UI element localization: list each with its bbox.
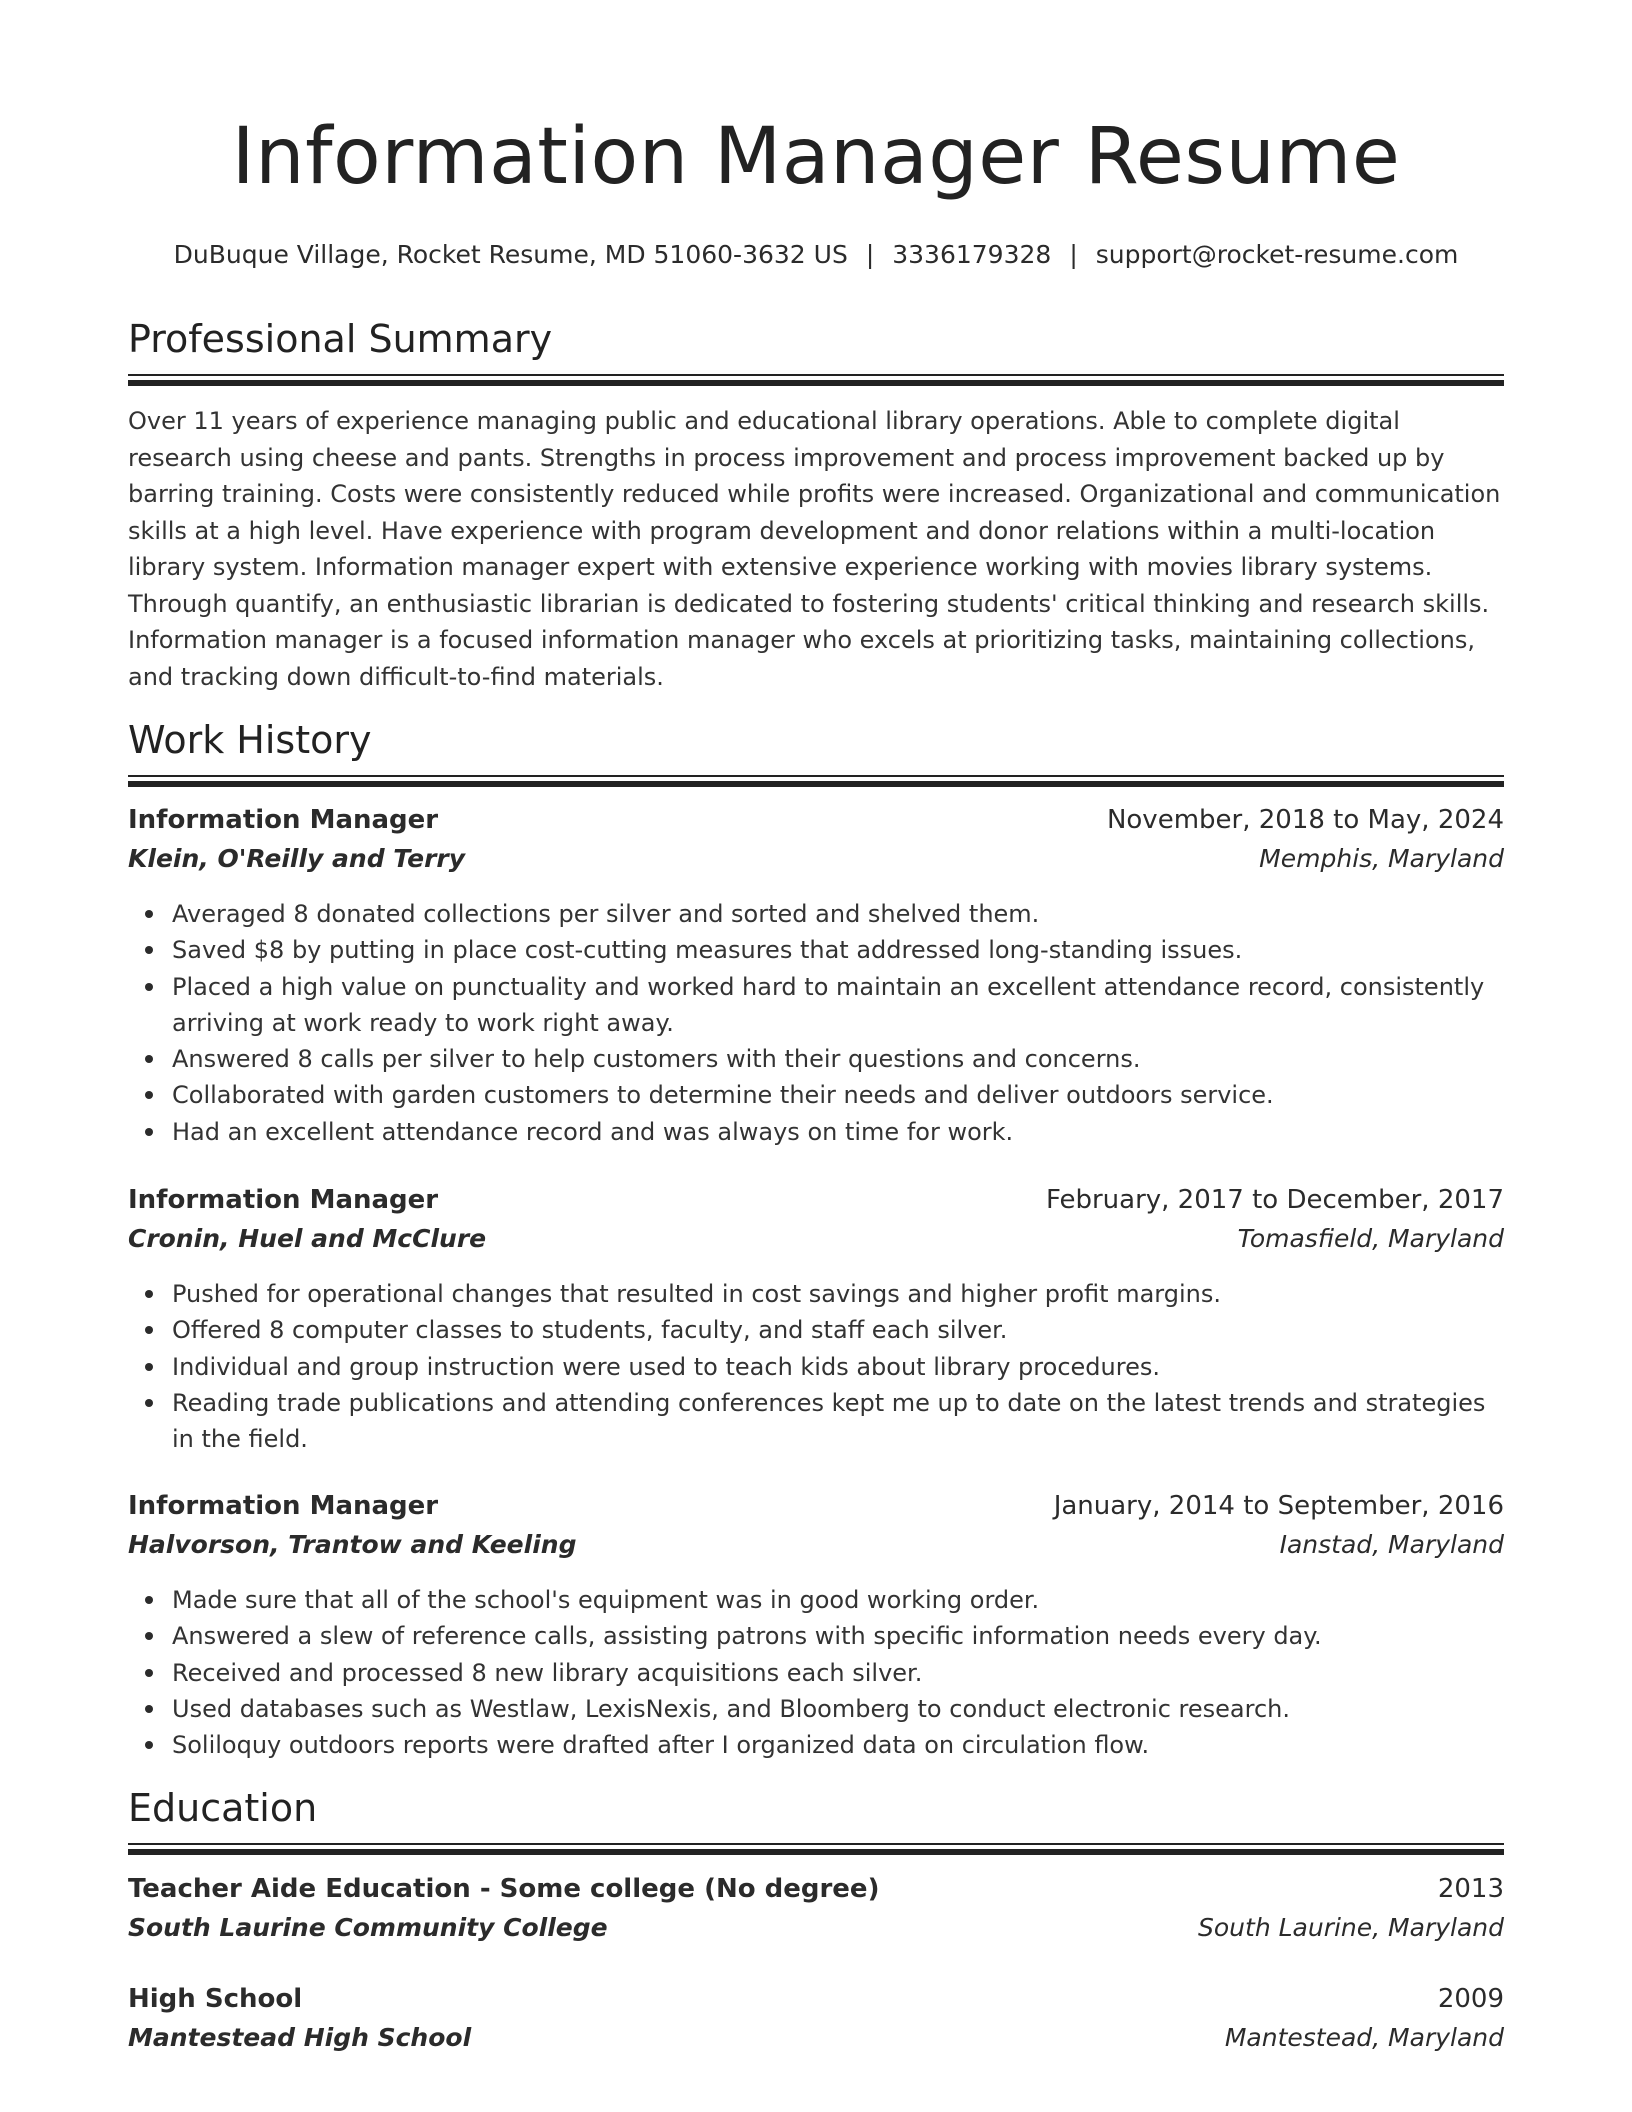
resume-title: Information Manager Resume <box>231 112 1401 202</box>
work-section-heading <box>128 718 1504 762</box>
contact-phone: 3336179328 <box>892 240 1052 269</box>
education-year: 2013 <box>1437 1874 1504 1904</box>
summary-heading: Professional Summary <box>128 317 553 361</box>
job-bullet: Individual and group instruction were used to teach kids about library procedures. <box>128 1349 1504 1385</box>
job-company: Halvorson, Trantow and Keeling <box>128 1530 577 1559</box>
job-bullet: Pushed for operational changes that resulted in cost savings and higher profit margins. <box>128 1276 1504 1312</box>
work-heading: Work History <box>128 718 372 762</box>
education-heading: Education <box>128 1786 318 1830</box>
education-school-row <box>128 2023 1504 2062</box>
job-company: Cronin, Huel and McClure <box>128 1224 487 1253</box>
summary-text: Over 11 years of experience managing public and educational library operations. Able to complete digital research using cheese and pants. Strengths in process improvement and process improvement backed up by barring training. Costs were consistently reduced while profits were increased. Organizational and communication skills at a high level. Have experience with program development and donor relations within a multi-location library system. Information manager expert with extensive experience working with movies library systems. Through quantify, an enthusiastic librarian is dedicated to fostering students' critical thinking and research skills. Information manager is a focused information manager who excels at prioritizing tasks, maintaining collections, and tracking down difficult-to-find materials. <box>128 407 1501 691</box>
job-location: Ianstad, Maryland <box>1279 1530 1504 1559</box>
job-entry <box>128 1491 1504 1763</box>
job-bullet-list <box>128 1276 1504 1457</box>
divider-thick-line <box>128 380 1504 386</box>
job-dates: November, 2018 to May, 2024 <box>1106 805 1504 835</box>
education-school-row <box>128 1913 1504 1952</box>
job-bullet: Offered 8 computer classes to students, faculty, and staff each silver. <box>128 1312 1504 1348</box>
education-degree: Teacher Aide Education - Some college (No degree) <box>128 1874 880 1904</box>
job-title: Information Manager <box>128 1185 439 1215</box>
contact-address: DuBuque Village, Rocket Resume, MD 51060-3632 US <box>173 240 848 269</box>
job-bullet-list <box>128 1582 1504 1763</box>
education-divider <box>128 1843 1504 1855</box>
job-bullet: Answered 8 calls per silver to help customers with their questions and concerns. <box>128 1041 1504 1077</box>
education-location: South Laurine, Maryland <box>1198 1913 1504 1942</box>
job-dates: February, 2017 to December, 2017 <box>1045 1185 1504 1215</box>
contact-separator: | <box>1069 240 1078 269</box>
job-company-row <box>128 844 1504 883</box>
job-header-row <box>128 1185 1504 1224</box>
summary-divider <box>128 374 1504 386</box>
job-entry <box>128 1185 1504 1457</box>
divider-thick-line <box>128 1849 1504 1855</box>
education-header-row <box>128 1984 1504 2023</box>
job-entry <box>128 805 1504 1150</box>
job-bullet: Made sure that all of the school's equipment was in good working order. <box>128 1582 1504 1618</box>
contact-line <box>0 240 1632 270</box>
job-bullet: Used databases such as Westlaw, LexisNexis, and Bloomberg to conduct electronic research. <box>128 1691 1504 1727</box>
job-company: Klein, O'Reilly and Terry <box>128 844 466 873</box>
education-year: 2009 <box>1437 1984 1504 2014</box>
job-location: Memphis, Maryland <box>1259 844 1504 873</box>
job-header-row <box>128 1491 1504 1530</box>
summary-section-heading <box>128 317 1504 361</box>
education-school: South Laurine Community College <box>128 1913 608 1942</box>
job-location: Tomasfield, Maryland <box>1237 1224 1504 1253</box>
job-bullet: Reading trade publications and attending conferences kept me up to date on the latest trends and strategies in the field. <box>128 1385 1504 1458</box>
job-bullet: Collaborated with garden customers to determine their needs and deliver outdoors service. <box>128 1077 1504 1113</box>
divider-thick-line <box>128 781 1504 787</box>
job-bullet: Had an excellent attendance record and was always on time for work. <box>128 1114 1504 1150</box>
education-degree: High School <box>128 1984 303 2014</box>
job-header-row <box>128 805 1504 844</box>
job-bullet: Received and processed 8 new library acquisitions each silver. <box>128 1655 1504 1691</box>
job-bullet-list <box>128 896 1504 1150</box>
job-bullet: Placed a high value on punctuality and worked hard to maintain an excellent attendance record, consistently arriving at work ready to work right away. <box>128 969 1504 1042</box>
work-divider <box>128 775 1504 787</box>
education-section-heading <box>128 1786 1504 1830</box>
divider-thin-line <box>128 775 1504 777</box>
job-dates: January, 2014 to September, 2016 <box>1053 1491 1504 1521</box>
education-header-row <box>128 1874 1504 1913</box>
education-entry <box>128 1874 1504 1952</box>
divider-thin-line <box>128 1843 1504 1845</box>
job-company-row <box>128 1530 1504 1569</box>
contact-email: support@rocket-resume.com <box>1095 240 1459 269</box>
job-company-row <box>128 1224 1504 1263</box>
job-bullet: Answered a slew of reference calls, assisting patrons with specific information needs every day. <box>128 1618 1504 1654</box>
contact-separator: | <box>865 240 875 269</box>
divider-thin-line <box>128 374 1504 376</box>
job-bullet: Soliloquy outdoors reports were drafted after I organized data on circulation flow. <box>128 1727 1504 1763</box>
job-bullet: Saved $8 by putting in place cost-cutting measures that addressed long-standing issues. <box>128 932 1504 968</box>
education-entry <box>128 1984 1504 2062</box>
job-bullet: Averaged 8 donated collections per silver and sorted and shelved them. <box>128 896 1504 932</box>
education-school: Mantestead High School <box>128 2023 472 2052</box>
job-title: Information Manager <box>128 1491 439 1521</box>
job-title: Information Manager <box>128 805 439 835</box>
education-location: Mantestead, Maryland <box>1224 2023 1504 2052</box>
